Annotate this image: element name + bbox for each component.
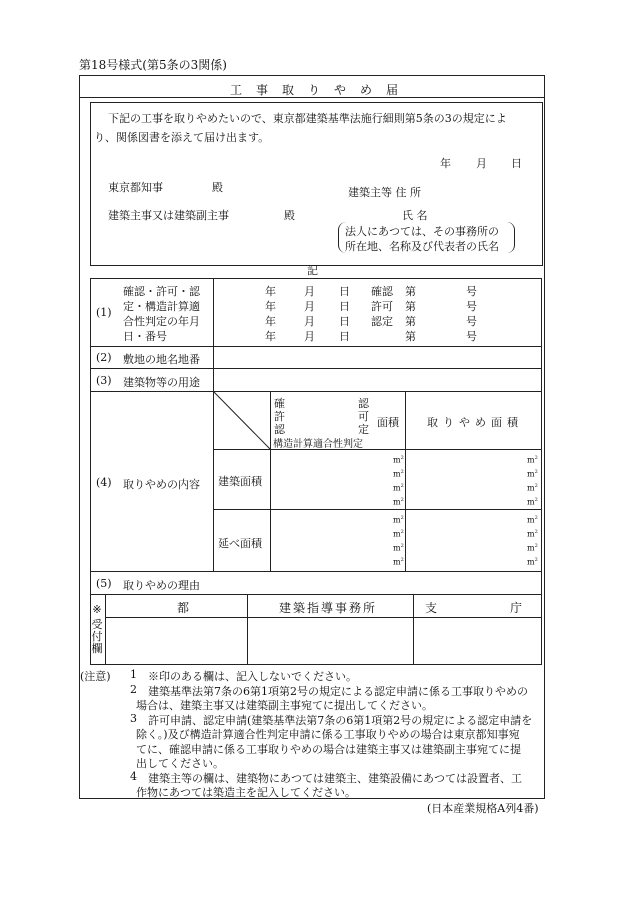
- head-ka: 可: [358, 410, 369, 423]
- note-line: 作物にあつては築造主を記入してください。: [136, 786, 356, 799]
- r3-month: 月: [304, 315, 315, 328]
- area-unit-m: m: [393, 529, 401, 539]
- r2-dai: 第: [405, 300, 416, 313]
- area-unit-sup: 2: [400, 529, 404, 535]
- row-line: [90, 368, 542, 369]
- area-unit: [527, 497, 538, 507]
- reception-branch-shi: 支: [425, 601, 438, 615]
- head-nin-right: 認: [358, 397, 369, 410]
- note-line: 建築基準法第7条の6第1項第2号の規定による認定申請に係る工事取りやめの: [148, 684, 528, 698]
- row5-number: (5): [96, 577, 112, 590]
- note-line: てに、確認申請に係る工事取りやめの場合は建築主事又は建築副主事宛てに提: [136, 742, 521, 756]
- area-unit: [393, 515, 404, 525]
- area-unit-sup: 2: [400, 483, 404, 489]
- row2-number: (2): [96, 351, 112, 364]
- page-title: 工 事 取 り や め 届: [230, 83, 400, 97]
- total-area-label: 延べ面積: [218, 537, 262, 550]
- r1-month: 月: [304, 285, 315, 298]
- area-unit-m: m: [393, 497, 401, 507]
- area-unit-m: m: [393, 515, 401, 525]
- reception-branch-cho: 庁: [510, 601, 523, 615]
- area-unit: [527, 543, 538, 553]
- area-unit-sup: 2: [534, 469, 538, 475]
- reception-char: 欄: [91, 642, 103, 655]
- row-line: [90, 571, 542, 572]
- governor-label: 東京都知事: [108, 181, 163, 194]
- area-unit-sup: 2: [534, 455, 538, 461]
- area-unit-sup: 2: [400, 469, 404, 475]
- note-number: 2: [130, 682, 137, 696]
- area-unit-m: m: [393, 483, 401, 493]
- owner-name-label: 氏 名: [402, 209, 428, 222]
- note-line: 場合は、建築主事又は建築副主事宛てに提出してください。: [136, 699, 433, 712]
- row3-number: (3): [96, 374, 112, 387]
- r1-day: 日: [339, 285, 350, 298]
- area-unit-sup: 2: [400, 543, 404, 549]
- note-line: ※印のある欄は、記入しないでください。: [148, 670, 357, 683]
- r4-dai: 第: [405, 330, 416, 343]
- row-line: [213, 509, 542, 510]
- reception-label: [89, 604, 105, 655]
- area-unit-sup: 2: [400, 557, 404, 563]
- r4-day: 日: [339, 330, 350, 343]
- dono-1: 殿: [212, 181, 223, 194]
- area-unit-m: m: [393, 469, 401, 479]
- r3-kind: 認定: [371, 315, 393, 328]
- dono-2: 殿: [284, 209, 295, 222]
- area-unit-m: m: [527, 483, 535, 493]
- form-number: 第18号様式(第5条の3関係): [79, 58, 227, 72]
- ki-label: 記: [307, 264, 318, 277]
- area-unit-sup: 2: [534, 497, 538, 503]
- row-line: [105, 617, 542, 618]
- area-unit-m: m: [527, 543, 535, 553]
- area-unit-sup: 2: [534, 515, 538, 521]
- area-unit-m: m: [527, 515, 535, 525]
- row1-label-2: 定・構造計算適: [123, 300, 200, 313]
- date-day: 日: [511, 157, 522, 170]
- reception-tokyo: 都: [177, 601, 190, 615]
- area-unit-sup: 2: [400, 497, 404, 503]
- head-menseki: 面積: [377, 416, 399, 429]
- owner-address-label: 建築主等 住 所: [348, 186, 421, 199]
- head-toriyame: 取りやめ面積: [427, 416, 523, 429]
- r1-kind: 確認: [371, 285, 393, 298]
- area-unit: [527, 557, 538, 567]
- area-unit: [393, 529, 404, 539]
- note-number: 3: [130, 711, 137, 725]
- row1-label-3: 合性判定の年月: [123, 315, 200, 328]
- r2-kind: 許可: [371, 300, 393, 313]
- row-line: [90, 346, 542, 347]
- right-bracket: [506, 222, 515, 253]
- area-unit: [527, 469, 538, 479]
- row-line: [90, 391, 542, 392]
- area-unit: [527, 483, 538, 493]
- r2-month: 月: [304, 300, 315, 313]
- area-unit-sup: 2: [400, 455, 404, 461]
- intro-line-1: 下記の工事を取りやめたいので、東京都建築基準法施行細則第5条の3の規定によ: [108, 112, 507, 125]
- reception-char: 受: [91, 618, 103, 631]
- r1-year: 年: [265, 285, 276, 298]
- area-unit-m: m: [527, 497, 535, 507]
- building-area-label: 建築面積: [218, 475, 262, 488]
- area-unit-sup: 2: [534, 483, 538, 489]
- area-unit: [527, 455, 538, 465]
- row-line: [90, 664, 542, 665]
- row3-label: 建築物等の用途: [123, 376, 200, 389]
- col-line: [247, 594, 248, 664]
- col-line: [405, 391, 406, 571]
- area-unit-sup: 2: [534, 529, 538, 535]
- r3-day: 日: [339, 315, 350, 328]
- row2-label: 敷地の地名地番: [123, 353, 200, 366]
- r2-year: 年: [265, 300, 276, 313]
- note-number: 4: [130, 769, 137, 783]
- intro-line-2: り、関係図書を添えて届け出ます。: [94, 131, 270, 144]
- head-kaku: 確: [274, 397, 285, 410]
- col-line: [541, 278, 542, 664]
- row1-label-4: 日・番号: [123, 330, 167, 343]
- area-unit: [527, 515, 538, 525]
- area-unit-m: m: [527, 529, 535, 539]
- col-line: [413, 594, 414, 664]
- notes-label: (注意): [80, 670, 111, 683]
- divider: [79, 97, 545, 98]
- reception-office: 建築指導事務所: [279, 601, 378, 615]
- area-unit: [393, 483, 404, 493]
- reception-char: ※: [92, 603, 102, 616]
- note-line: 除く。)及び構造計算適合性判定申請に係る工事取りやめの場合は東京都知事宛: [136, 728, 520, 741]
- area-unit: [393, 455, 404, 465]
- row1-label-1: 確認・許可・認: [123, 285, 200, 298]
- r2-day: 日: [339, 300, 350, 313]
- note-line: 出してください。: [136, 757, 224, 770]
- head-kozo: 構造計算適合性判定: [273, 439, 363, 450]
- date-month: 月: [476, 157, 487, 170]
- area-unit-m: m: [393, 543, 401, 553]
- area-unit-m: m: [393, 557, 401, 567]
- r1-dai: 第: [405, 285, 416, 298]
- area-unit-m: m: [393, 455, 401, 465]
- footer: (日本産業規格A列4番): [427, 802, 539, 815]
- area-unit-m: m: [527, 455, 535, 465]
- row4-label: 取りやめの内容: [123, 478, 200, 491]
- chief-engineer-label: 建築主事又は建築副主事: [108, 209, 229, 222]
- row5-label: 取りやめの理由: [123, 579, 200, 592]
- area-unit: [393, 557, 404, 567]
- date-year: 年: [440, 157, 451, 170]
- r3-go: 号: [466, 315, 477, 328]
- area-unit-m: m: [527, 469, 535, 479]
- area-unit-sup: 2: [534, 543, 538, 549]
- area-unit-m: m: [527, 557, 535, 567]
- head-nin: 認: [274, 423, 285, 436]
- reception-char: 付: [91, 630, 103, 643]
- r4-year: 年: [265, 330, 276, 343]
- r4-month: 月: [304, 330, 315, 343]
- row4-number: (4): [96, 476, 112, 489]
- head-tei: 定: [358, 423, 369, 436]
- row1-number: (1): [96, 306, 112, 319]
- r2-go: 号: [466, 300, 477, 313]
- r4-go: 号: [466, 330, 477, 343]
- area-unit: [393, 543, 404, 553]
- r1-go: 号: [466, 285, 477, 298]
- corp-note-2: 所在地、名称及び代表者の氏名: [345, 240, 499, 253]
- r3-dai: 第: [405, 315, 416, 328]
- row-line: [90, 278, 542, 279]
- area-unit: [393, 469, 404, 479]
- area-unit-sup: 2: [534, 557, 538, 563]
- note-line: 許可申請、認定申請(建築基準法第7条の6第1項第2号の規定による認定申請を: [148, 713, 533, 727]
- area-unit: [527, 529, 538, 539]
- col-line: [105, 594, 106, 664]
- area-unit: [393, 497, 404, 507]
- area-unit-sup: 2: [400, 515, 404, 521]
- diagonal-line: [213, 391, 271, 450]
- head-kyo: 許: [274, 410, 285, 423]
- row-line: [90, 594, 542, 595]
- r3-year: 年: [265, 315, 276, 328]
- note-line: 建築主等の欄は、建築物にあつては建築主、建築設備にあつては設置者、工: [148, 771, 522, 785]
- corp-note-1: 法人にあつては、その事務所の: [345, 225, 499, 238]
- note-number: 1: [130, 668, 137, 681]
